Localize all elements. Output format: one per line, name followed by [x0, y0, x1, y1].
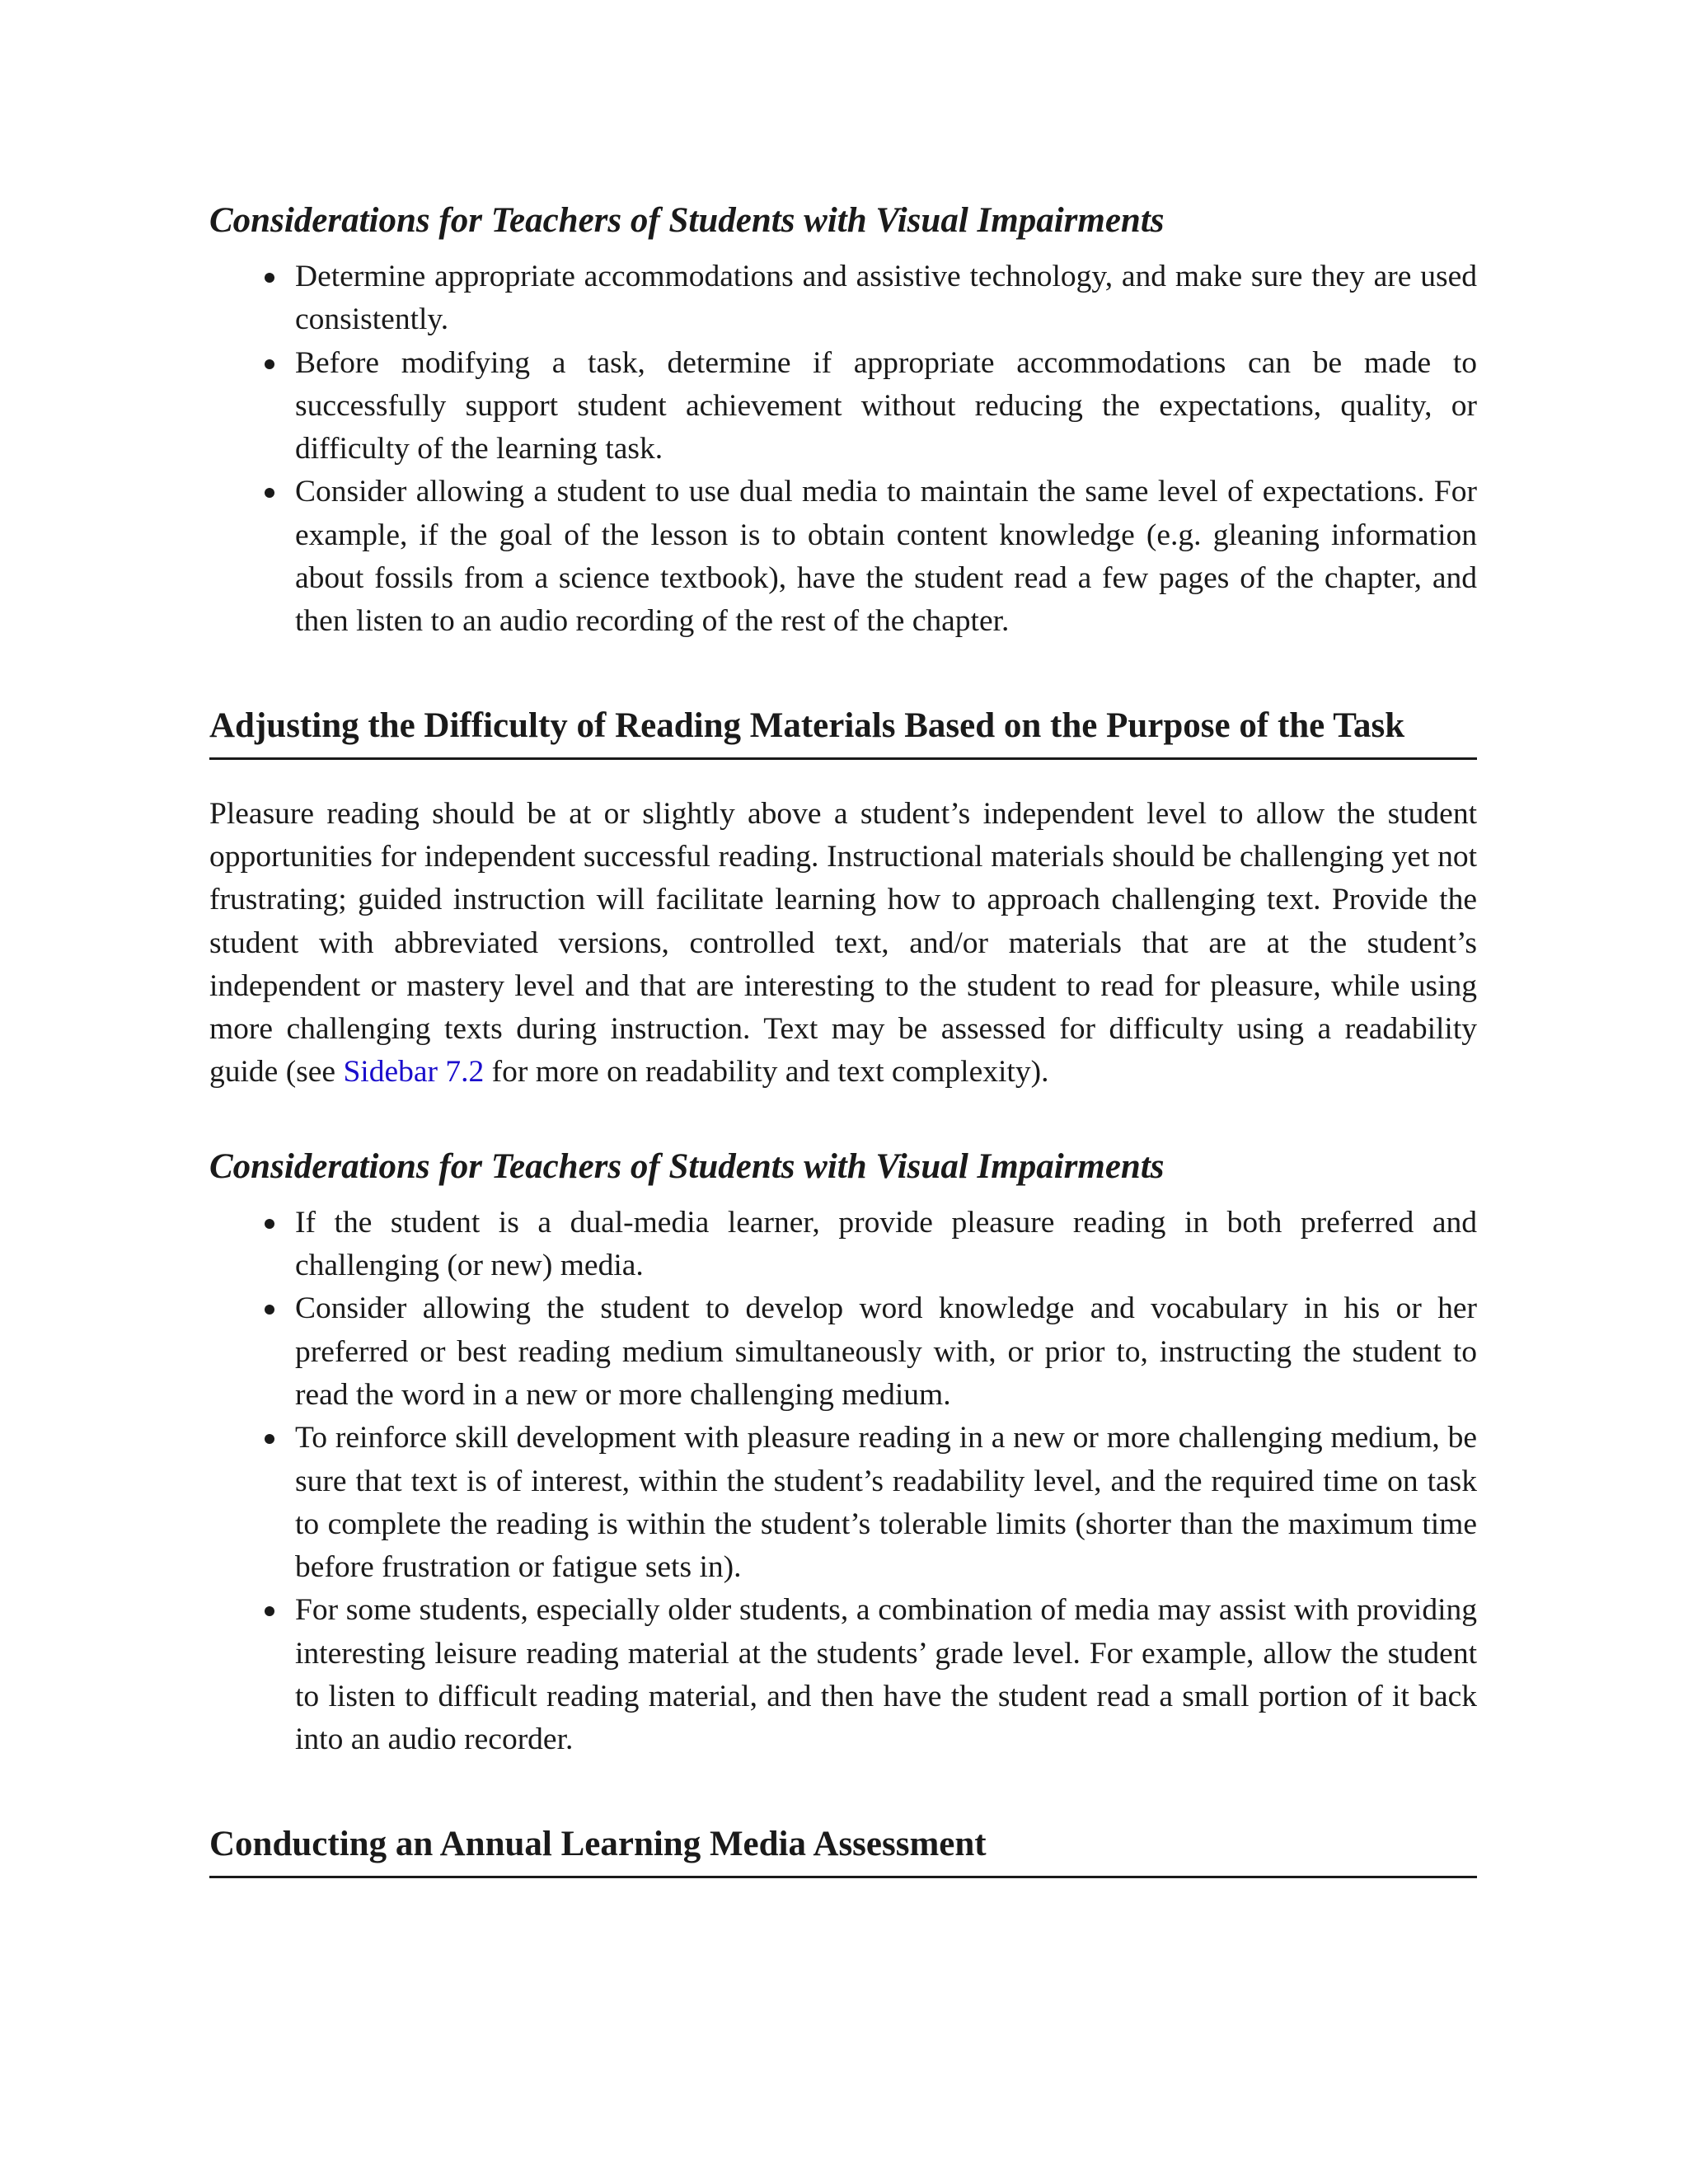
- sidebar-7-2-link[interactable]: Sidebar 7.2: [343, 1055, 485, 1090]
- list-item-text: Consider allowing the student to develop word knowledge and vocabulary in his or her preferred or best reading medium simultaneously with, or prior to, instructing the student to read the word in a new or more challenging medium.: [295, 1291, 1477, 1412]
- bullet-icon: [265, 359, 274, 369]
- list-item-text: Before modifying a task, determine if appropriate accommodations can be made to successfully support student achievement without reducing the expectations, quality, or difficulty of the learning task.: [295, 345, 1477, 466]
- list-item: [295, 1417, 1477, 1589]
- list-item-text: To reinforce skill development with pleasure reading in a new or more challenging medium, be sure that text is of interest, within the student’s readability level, and the required time on task to complete the reading is within the student’s tolerable limits (shorter than the maximum time before frustration or fatigue sets in).: [295, 1421, 1477, 1585]
- bullet-icon: [265, 1606, 274, 1616]
- considerations-list-1: [209, 255, 1477, 644]
- bullet-icon: [265, 1305, 274, 1315]
- considerations-heading-1: Considerations for Teachers of Students with Visual Impairments: [209, 201, 1165, 240]
- list-item-text: Determine appropriate accommodations and assistive technology, and make sure they are used consistently.: [295, 260, 1477, 337]
- adjusting-difficulty-paragraph: [209, 793, 1477, 1094]
- list-item: [295, 342, 1477, 471]
- list-item: [295, 255, 1477, 342]
- bullet-icon: [265, 1219, 274, 1229]
- considerations-list-2: [209, 1202, 1477, 1762]
- document-page: [209, 198, 1477, 1878]
- learning-media-assessment-heading: Conducting an Annual Learning Media Assessment: [209, 1821, 1477, 1878]
- list-item-text: If the student is a dual-media learner, provide pleasure reading in both preferred and challenging (or new) media.: [295, 1205, 1477, 1283]
- list-item: [295, 1202, 1477, 1288]
- considerations-heading-2: Considerations for Teachers of Students with Visual Impairments: [209, 1146, 1165, 1186]
- list-item-text: For some students, especially older students, a combination of media may assist with providing interesting leisure reading material at the students’ grade level. For example, allow the student to listen to difficult reading material, and then have the student read a small portion of it back into an audio recorder.: [295, 1593, 1477, 1757]
- paragraph-text: for more on readability and text complexity).: [484, 1055, 1049, 1090]
- adjusting-difficulty-heading: Adjusting the Difficulty of Reading Materials Based on the Purpose of the Task: [209, 703, 1477, 760]
- list-item: [295, 471, 1477, 643]
- list-item: [295, 1589, 1477, 1761]
- bullet-icon: [265, 488, 274, 498]
- list-item: [295, 1287, 1477, 1417]
- bullet-icon: [265, 1434, 274, 1444]
- paragraph-text: Pleasure reading should be at or slightly above a student’s independent level to allow the student opportunities for independent successful reading. Instructional materials should be challenging yet not frustrating; guided instruction will facilitate learning how to approach challenging text. Provide the student with abbreviated versions, controlled text, and/or materials that are at the student’s independent or mastery level and that are interesting to the student to read for pleasure, while using more challenging texts during instruction. Text may be assessed for difficulty using a readability guide (see: [209, 796, 1477, 1090]
- bullet-icon: [265, 273, 274, 283]
- list-item-text: Consider allowing a student to use dual media to maintain the same level of expectations. For example, if the goal of the lesson is to obtain content knowledge (e.g. gleaning information about fossils from a science textbook), have the student read a few pages of the chapter, and then listen to an audio recording of the rest of the chapter.: [295, 475, 1477, 639]
